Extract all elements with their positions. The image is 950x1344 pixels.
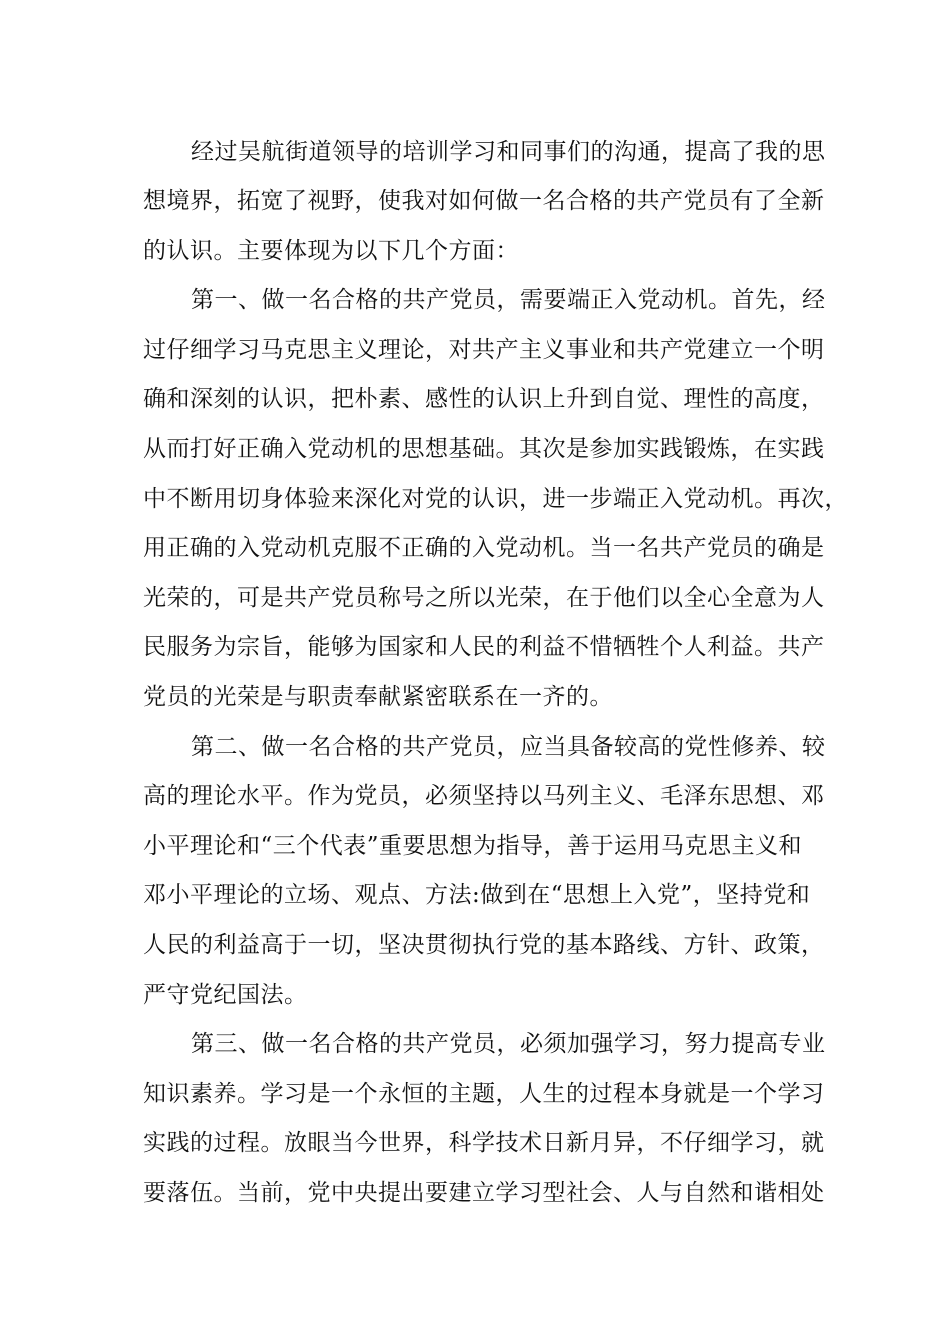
paragraph-2-line-9: 党员的光荣是与职责奉献紧密联系在一齐的。 bbox=[143, 684, 613, 710]
paragraph-3-line-3: 小平理论和“三个代表”重要思想为指导，善于运用马克思主义和 bbox=[143, 833, 803, 859]
paragraph-2-line-8: 民服务为宗旨，能够为国家和人民的利益不惜牺牲个人利益。共产 bbox=[143, 634, 825, 660]
paragraph-4-line-1: 第三、做一名合格的共产党员，必须加强学习，努力提高专业 bbox=[191, 1031, 826, 1057]
paragraph-2-line-4: 从而打好正确入党动机的思想基础。其次是参加实践锻炼，在实践 bbox=[143, 436, 825, 462]
paragraph-3-line-4: 邓小平理论的立场、观点、方法:做到在“思想上入党”，坚持党和 bbox=[143, 882, 811, 908]
paragraph-4-line-3: 实践的过程。放眼当今世界，科学技术日新月异，不仔细学习，就 bbox=[143, 1130, 825, 1156]
paragraph-3-line-6: 严守党纪国法。 bbox=[143, 982, 308, 1008]
paragraph-2-line-2: 过仔细学习马克思主义理论，对共产主义事业和共产党建立一个明 bbox=[143, 337, 825, 363]
paragraph-2-line-7: 光荣的，可是共产党员称号之所以光荣，在于他们以全心全意为人 bbox=[143, 585, 825, 611]
paragraph-2-line-3: 确和深刻的认识，把朴素、感性的认识上升到自觉、理性的高度， bbox=[143, 386, 825, 412]
paragraph-2-line-6: 用正确的入党动机克服不正确的入党动机。当一名共产党员的确是 bbox=[143, 535, 825, 561]
paragraph-3-line-1: 第二、做一名合格的共产党员，应当具备较高的党性修养、较 bbox=[191, 734, 826, 760]
paragraph-2-line-1: 第一、做一名合格的共产党员，需要端正入党动机。首先，经 bbox=[191, 287, 826, 313]
paragraph-2-line-5: 中不断用切身体验来深化对党的认识，进一步端正入党动机。再次， bbox=[143, 486, 848, 512]
paragraph-3-line-5: 人民的利益高于一切，坚决贯彻执行党的基本路线、方针、政策， bbox=[143, 932, 825, 958]
paragraph-1-line-1: 经过吴航街道领导的培训学习和同事们的沟通，提高了我的思 bbox=[191, 139, 826, 165]
paragraph-1-line-2: 想境界，拓宽了视野，使我对如何做一名合格的共产党员有了全新 bbox=[143, 188, 825, 214]
paragraph-4-line-4: 要落伍。当前，党中央提出要建立学习型社会、人与自然和谐相处 bbox=[143, 1180, 825, 1206]
paragraph-3-line-2: 高的理论水平。作为党员，必须坚持以马列主义、毛泽东思想、邓 bbox=[143, 783, 825, 809]
paragraph-4-line-2: 知识素养。学习是一个永恒的主题，人生的过程本身就是一个学习 bbox=[143, 1081, 825, 1107]
paragraph-1-line-3: 的认识。主要体现为以下几个方面： bbox=[143, 238, 519, 264]
